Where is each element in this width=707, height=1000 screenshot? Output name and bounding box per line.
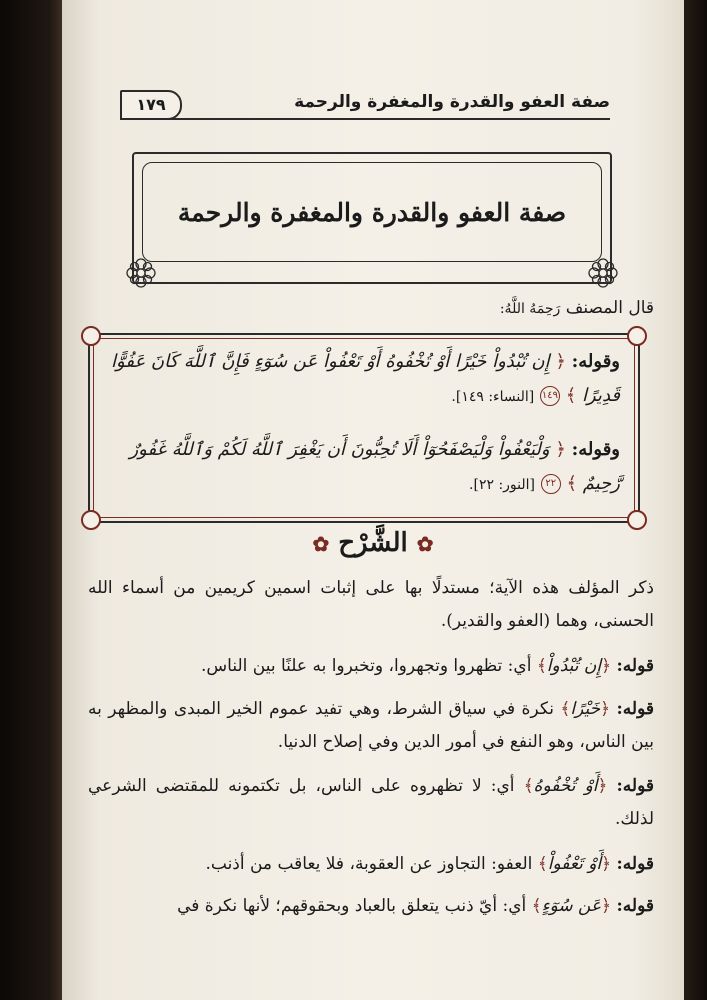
quote-open-icon: ﴿ [601, 896, 612, 916]
running-head-title: صفة العفو والقدرة والمغفرة والرحمة [294, 92, 610, 112]
flower-ornament-icon [586, 256, 620, 290]
star-ornament-icon: ✿ [312, 532, 330, 556]
commentary-item [88, 770, 654, 836]
running-head [120, 92, 610, 122]
page-number: ١٧٩ [120, 90, 182, 120]
quoted-word: إِن تُبْدُواْ [546, 656, 602, 676]
quote-close-icon: ﴾ [523, 776, 534, 796]
verse-label: وقوله: [571, 351, 620, 372]
verse-2 [104, 433, 620, 502]
running-head-rule [120, 118, 610, 120]
corner-ornament-icon [627, 326, 647, 346]
commentary-item [88, 693, 654, 759]
corner-ornament-icon [81, 326, 101, 346]
quoted-word: أَوْ تُخْفُوهُ [533, 776, 598, 796]
verse-label: وقوله: [571, 439, 620, 460]
verse-text: إِن تُبْدُواْ خَيْرًا أَوْ تُخْفُوهُ أَوْ تَعْفُواْ عَن سُوٓءٍ فَإِنَّ ٱللَّهَ كَانَ عَفُوًّا قَدِيرًا [111, 351, 620, 406]
item-explanation: أي: أيّ ذنب يتعلق بالعباد وبحقوقهم؛ لأنها نكرة في [177, 896, 527, 916]
verse-open-ornament-icon: ﴿ [555, 351, 566, 372]
item-label: قوله: [616, 656, 654, 676]
quote-close-icon: ﴾ [537, 854, 548, 874]
flower-ornament-icon [124, 256, 158, 290]
verse-reference: [النساء: ١٤٩]. [451, 389, 535, 405]
quote-open-icon: ﴿ [601, 656, 612, 676]
verse-1 [104, 345, 620, 414]
corner-ornament-icon [81, 510, 101, 530]
item-label: قوله: [616, 896, 654, 916]
commentary-intro: ذكر المؤلف هذه الآية؛ مستدلًا بها على إثبات اسمين كريمين من أسماء الله الحسنى، وهما (العفو والقدير). [88, 578, 654, 631]
item-label: قوله: [616, 854, 654, 874]
title-frame-inner-border [142, 162, 602, 262]
author-intro [88, 292, 654, 326]
item-label: قوله: [616, 776, 654, 796]
quran-verses-box [88, 333, 640, 523]
book-page [62, 0, 684, 1000]
corner-ornament-icon [627, 510, 647, 530]
verse-reference: [النور: ٢٢]. [469, 477, 536, 493]
sharh-heading [62, 528, 684, 558]
book-spine-shadow [0, 0, 62, 1000]
item-explanation: العفو: التجاوز عن العقوبة، فلا يعاقب من أذنب. [205, 854, 533, 874]
verse-close-ornament-icon: ﴾ [566, 473, 578, 494]
verse-close-ornament-icon: ﴾ [565, 385, 577, 406]
item-label: قوله: [616, 699, 655, 719]
author-honorific: رَحِمَهُ اللَّهُ: [499, 301, 561, 317]
quote-close-icon: ﴾ [531, 896, 542, 916]
item-explanation: أي: لا تظهروه على الناس، بل تكتمونه للمقتضى الشرعي لذلك. [88, 776, 654, 829]
commentary-item [88, 650, 654, 683]
aya-number-badge: ٢٢ [541, 474, 561, 494]
commentary-item [88, 890, 654, 923]
quote-open-icon: ﴿ [600, 699, 611, 719]
commentary-item [88, 848, 654, 881]
quote-open-icon: ﴿ [597, 776, 608, 796]
quote-close-icon: ﴾ [536, 656, 547, 676]
section-title: صفة العفو والقدرة والمغفرة والرحمة [177, 197, 567, 227]
sharh-heading-text: الشَّرْح [338, 528, 408, 558]
quote-open-icon: ﴿ [601, 854, 612, 874]
verse-text: وَلْيَعْفُواْ وَلْيَصْفَحُوٓاْ أَلَا تُحِبُّونَ أَن يَغْفِرَ ٱللَّهُ لَكُمْ وَٱللَّهُ غَفُورٌ رَّحِيمٌ [129, 439, 620, 494]
quote-close-icon: ﴾ [560, 699, 571, 719]
author-intro-text: قال المصنف [565, 298, 654, 318]
aya-number-badge: ١٤٩ [540, 386, 560, 406]
star-ornament-icon: ✿ [416, 532, 434, 556]
verse-open-ornament-icon: ﴿ [555, 439, 566, 460]
quoted-word: عَن سُوٓءٍ [541, 896, 602, 916]
quoted-word: خَيْرًا [570, 699, 601, 719]
section-title-frame [132, 152, 612, 284]
item-explanation: نكرة في سياق الشرط، وهي تفيد عموم الخير المبدى والمظهر به بين الناس، وهو النفع في أمور الدين وفي إصلاح الدنيا. [88, 699, 654, 752]
item-explanation: أي: تظهروا وتجهروا، وتخبروا به علنًا بين الناس. [201, 656, 532, 676]
quoted-word: أَوْ تَعْفُواْ [547, 854, 602, 874]
